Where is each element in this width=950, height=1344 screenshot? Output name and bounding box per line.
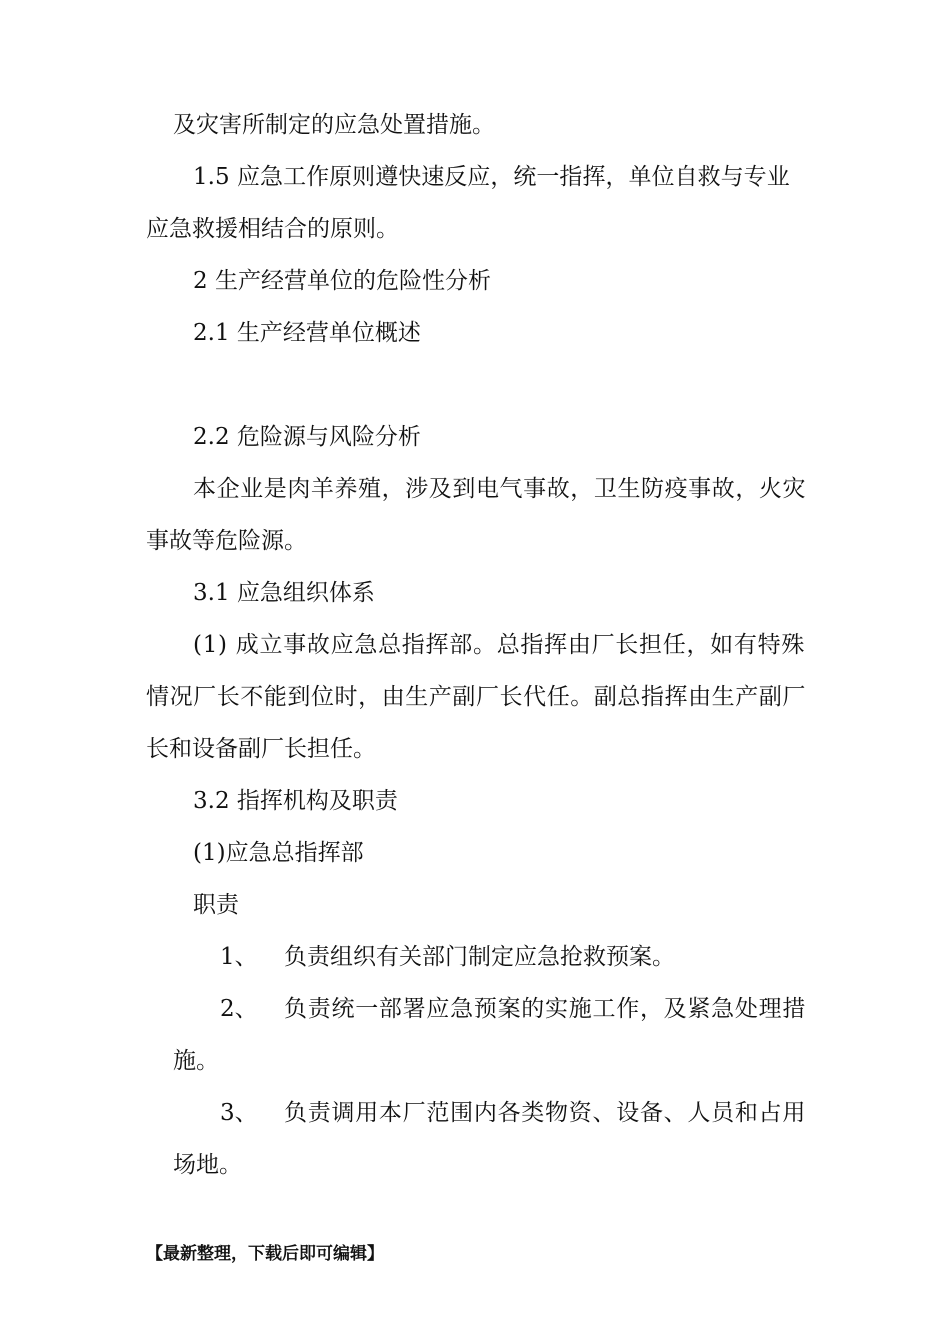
duty-label: 职责 bbox=[193, 892, 239, 918]
page-footer: 【最新整理，下载后即可编辑】 bbox=[146, 1244, 384, 1264]
paragraph-line: (1) 成立事故应急总指挥部。总指挥由厂长担任，如有特殊 bbox=[193, 632, 806, 658]
list-item-continuation: 场地。 bbox=[173, 1152, 242, 1178]
paragraph-line: 应急救援相结合的原则。 bbox=[146, 216, 399, 242]
list-item-text: 负责统一部署应急预案的实施工作，及紧急处理措 bbox=[284, 996, 807, 1022]
subheading: (1)应急总指挥部 bbox=[193, 840, 364, 866]
list-item-number: 3、 bbox=[220, 1100, 258, 1126]
paragraph-line: 本企业是肉羊养殖，涉及到电气事故，卫生防疫事故，火灾 bbox=[193, 476, 807, 502]
paragraph-line: 事故等危险源。 bbox=[146, 528, 307, 554]
section-heading-2: 2 生产经营单位的危险性分析 bbox=[193, 268, 491, 294]
list-item-number: 1、 bbox=[220, 944, 258, 970]
list-item-number: 2、 bbox=[220, 996, 258, 1022]
list-item-text: 负责组织有关部门制定应急抢救预案。 bbox=[284, 944, 675, 970]
list-item-continuation: 施。 bbox=[173, 1048, 219, 1074]
paragraph-line: 长和设备副厂长担任。 bbox=[146, 736, 376, 762]
section-heading-3-1: 3.1 应急组织体系 bbox=[193, 580, 375, 606]
section-1-5-line: 1.5 应急工作原则遵快速反应，统一指挥，单位自救与专业 bbox=[193, 164, 790, 190]
section-heading-2-2: 2.2 危险源与风险分析 bbox=[193, 424, 421, 450]
paragraph-line: 及灾害所制定的应急处置措施。 bbox=[173, 112, 495, 138]
paragraph-line: 情况厂长不能到位时，由生产副厂长代任。副总指挥由生产副厂 bbox=[146, 684, 806, 710]
list-item-text: 负责调用本厂范围内各类物资、设备、人员和占用 bbox=[284, 1100, 807, 1126]
section-heading-2-1: 2.1 生产经营单位概述 bbox=[193, 320, 421, 346]
section-heading-3-2: 3.2 指挥机构及职责 bbox=[193, 788, 398, 814]
